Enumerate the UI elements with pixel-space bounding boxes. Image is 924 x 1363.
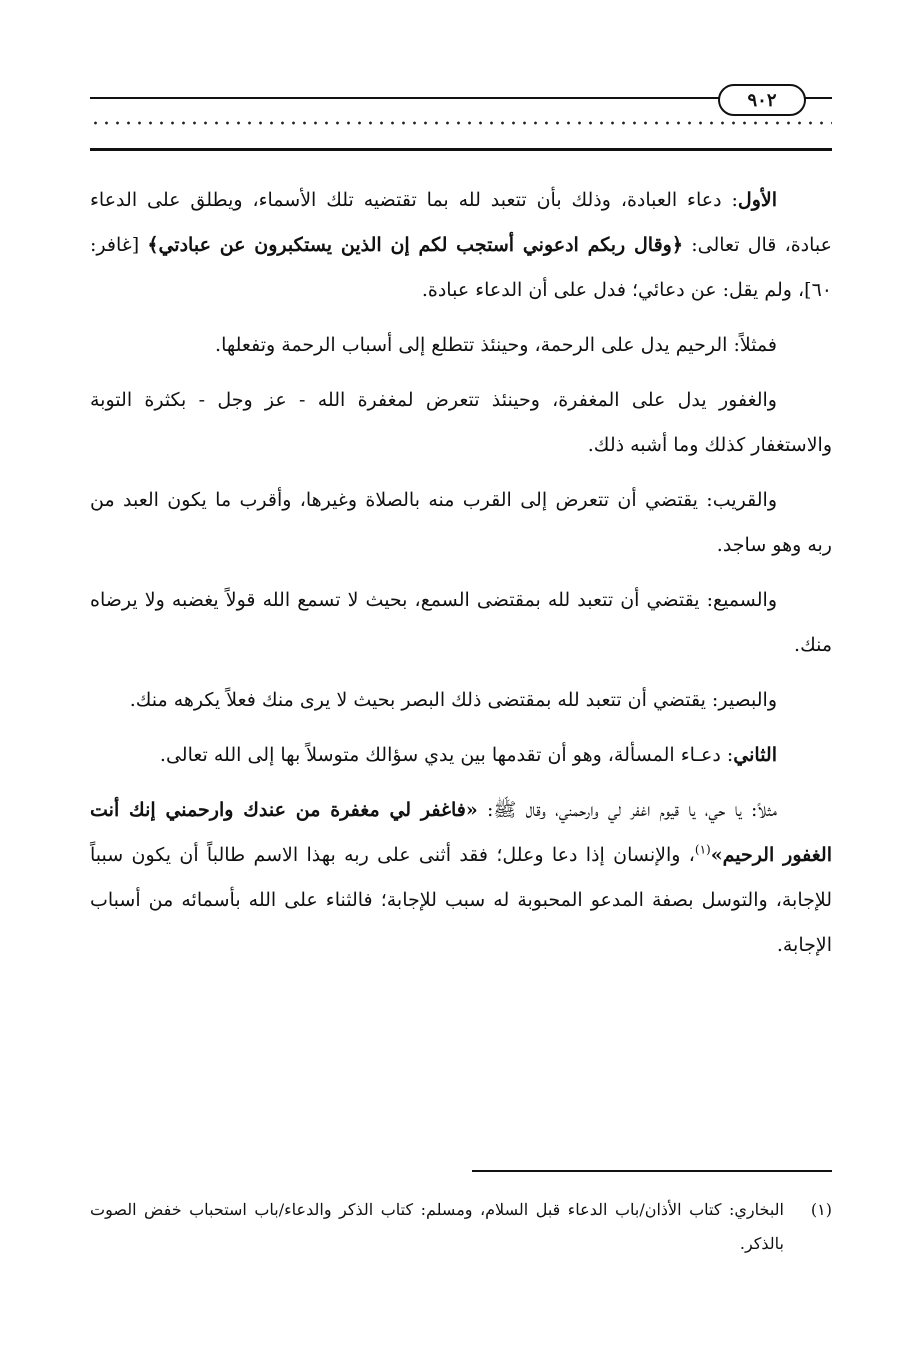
footnote-text: البخاري: كتاب الأذان/باب الدعاء قبل السلام، ومسلم: كتاب الذكر والدعاء/باب استحباب خفض الصوت بالذكر. [90,1200,784,1253]
hadith-quote: «فاغفر لي مغفرة من عندك وارحمني إنك أنت الغفور الرحيم» [90,799,832,866]
paragraph-first-text-1: : دعاء العبادة، وذلك بأن تتعبد لله بما تقتضيه تلك الأسماء، ويطلق على الدعاء عبادة، قال تعالى: [90,189,832,256]
paragraph-basir: والبصير: يقتضي أن تتعبد لله بمقتضى ذلك البصر بحيث لا يرى منك فعلاً يكرهه منك. [129,689,777,711]
paragraph-ghafur: والغفور يدل على المغفرة، وحينئذ تتعرض لمغفرة الله - عز وجل - بكثرة التوبة والاستغفار كذلك وما أشبه ذلك. [90,389,832,456]
header-rule-bottom [90,148,832,151]
term-second: الثاني [733,744,777,766]
footnote-number: (١) [810,1200,832,1219]
footnote-marker[interactable]: (١) [694,842,711,857]
paragraph-qarib: والقريب: يقتضي أن تتعرض إلى القرب منه بالصلاة وغيرها، وأقرب ما يكون العبد من ربه وهو ساجد. [90,489,832,556]
paragraph-rahim: فمثلاً: الرحيم يدل على الرحمة، وحينئذ تتطلع إلى أسباب الرحمة وتفعلها. [215,334,777,356]
header-dotted-line [90,120,832,126]
paragraph-example [90,788,832,968]
page-number: ٩٠٢ [718,84,806,116]
paragraph-second-text: : دعـاء المسألة، وهو أن تقدمها بين يدي سؤالك متوسلاً بها إلى الله تعالى. [159,744,734,766]
page-header [90,82,832,154]
paragraph-example-text-1: مثلاً: يا حي، يا قيوم اغفر لي وارحمني، وقال ﷺ: [477,799,777,821]
main-text [90,178,832,978]
footnote-separator [472,1170,832,1172]
paragraph-sami: والسميع: يقتضي أن تتعبد لله بمقتضى السمع، بحيث لا تسمع الله قولاً يغضبه ولا يرضاه منك. [90,589,832,656]
footnote-item [90,1193,832,1261]
quran-verse: ﴿وقال ربكم ادعوني أستجب لكم إن الذين يستكبرون عن عبادتي﴾ [147,234,683,256]
paragraph-first-text-2: ، ولم يقل: عن دعائي؛ فدل على أن الدعاء عبادة. [421,279,805,301]
term-first: الأول [737,189,777,211]
paragraph-example-text-2: ، والإنسان إذا دعا وعلل؛ فقد أثنى على ربه بهذا الاسم طالباً أن يكون سبباً للإجابة، والتوسل بصفة المدعو المحبوبة له سبب للإجابة؛ فالثناء على الله بأسمائه من أسباب الإجابة. [90,844,832,956]
paragraph-first-type [90,178,832,313]
footnotes [90,1193,832,1261]
paragraph-second-type [90,733,832,778]
verse-reference: [غافر: ٦٠] [90,234,832,301]
